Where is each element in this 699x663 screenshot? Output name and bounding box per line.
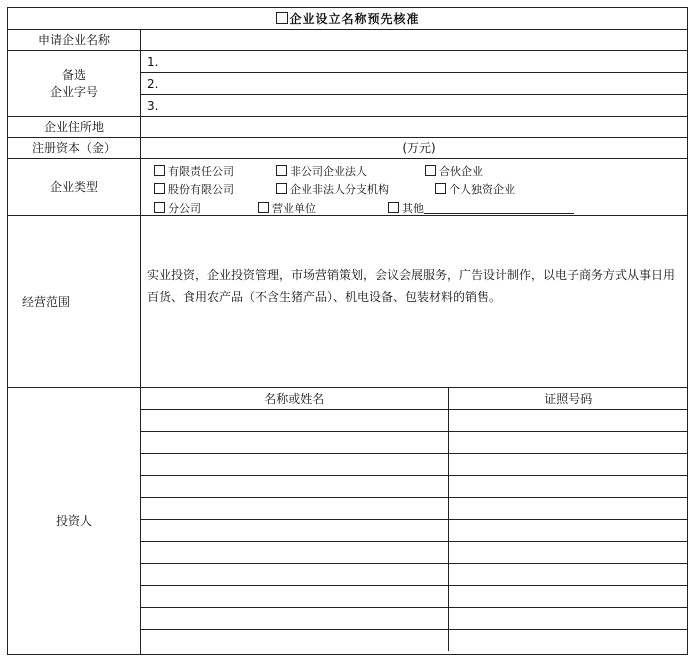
alt-names-label-line2: 企业字号 (49, 84, 98, 99)
type-option-label: 合伙企业 (439, 165, 483, 178)
investor-name-cell[interactable] (141, 520, 448, 542)
type-option-branch-non-legal[interactable] (276, 183, 389, 195)
investor-id-cell[interactable] (448, 542, 688, 564)
investor-id-cell[interactable] (448, 498, 688, 520)
investor-name-cell[interactable] (141, 432, 448, 454)
investor-id-cell[interactable] (448, 630, 688, 652)
form-title-text: 企业设立名称预先核准 (289, 12, 420, 26)
checkbox[interactable] (425, 165, 436, 176)
capital-unit: (万元) (402, 141, 436, 155)
investor-id-cell[interactable] (448, 586, 688, 608)
investor-id-cell[interactable] (448, 410, 688, 432)
type-option-label: 营业单位 (272, 202, 316, 215)
investor-id-cell[interactable] (448, 564, 688, 586)
investor-header-id: 证照号码 (448, 388, 688, 410)
capital-field[interactable] (141, 138, 688, 159)
investor-name-cell[interactable] (141, 410, 448, 432)
type-option-partnership[interactable] (425, 165, 483, 177)
investor-cell (141, 388, 688, 655)
type-option-branch-company[interactable] (154, 202, 201, 214)
type-option-label: 股份有限公司 (168, 183, 234, 196)
alt-name-field-1[interactable]: 1. (141, 51, 688, 73)
investor-label: 投资人 (8, 388, 141, 655)
investor-id-cell[interactable] (448, 520, 688, 542)
type-option-label: 非公司企业法人 (290, 165, 367, 178)
company-type-options (141, 159, 688, 216)
other-blank-line[interactable] (424, 203, 574, 214)
checkbox[interactable] (154, 183, 165, 194)
checkbox[interactable] (388, 202, 399, 213)
type-option-label: 有限责任公司 (168, 165, 234, 178)
type-label: 企业类型 (8, 159, 141, 216)
investor-name-cell[interactable] (141, 476, 448, 498)
name-approval-form (7, 7, 687, 657)
investor-id-cell[interactable] (448, 608, 688, 630)
alt-name-field-2[interactable]: 2. (141, 73, 688, 95)
address-field[interactable] (141, 117, 688, 138)
checkbox[interactable] (154, 165, 165, 176)
applicant-name-field[interactable] (141, 30, 688, 51)
capital-label: 注册资本（金） (8, 138, 141, 159)
scope-label (8, 216, 141, 388)
type-option-business-unit[interactable] (258, 202, 316, 214)
checkbox[interactable] (435, 183, 446, 194)
alt-name-field-3[interactable]: 3. (141, 95, 688, 117)
applicant-name-label: 申请企业名称 (8, 30, 141, 51)
investor-name-cell[interactable] (141, 630, 448, 652)
title-checkbox[interactable] (276, 12, 288, 24)
investor-name-cell[interactable] (141, 454, 448, 476)
form-table (7, 7, 688, 655)
type-option-non-company-legal-person[interactable] (276, 165, 367, 177)
investor-name-cell[interactable] (141, 608, 448, 630)
business-scope-content: 实业投资，企业投资管理，市场营销策划，会议会展服务，广告设计制作，以电子商务方式从事日用百货、食用农产品（不含生猪产品）、机电设备、包装材料的销售。 (147, 267, 676, 304)
type-option-label: 其他 (402, 202, 424, 215)
type-option-sole-proprietorship[interactable] (435, 183, 515, 195)
investor-id-cell[interactable] (448, 454, 688, 476)
checkbox[interactable] (154, 202, 165, 213)
alt-names-label-line1: 备选 (61, 67, 86, 82)
type-option-limited-liability[interactable] (154, 165, 234, 177)
investor-id-cell[interactable] (448, 476, 688, 498)
alt-names-label (8, 51, 141, 117)
investor-name-cell[interactable] (141, 542, 448, 564)
investor-name-cell[interactable] (141, 564, 448, 586)
checkbox[interactable] (276, 183, 287, 194)
investor-name-cell[interactable] (141, 498, 448, 520)
form-title (8, 8, 688, 30)
type-option-joint-stock[interactable] (154, 183, 234, 195)
investor-id-cell[interactable] (448, 432, 688, 454)
business-scope-text[interactable] (141, 216, 688, 388)
type-option-other[interactable] (388, 202, 574, 214)
type-option-label: 分公司 (168, 202, 201, 215)
investor-table (141, 388, 688, 651)
address-label: 企业住所地 (8, 117, 141, 138)
checkbox[interactable] (276, 165, 287, 176)
type-option-label: 个人独资企业 (449, 183, 515, 196)
investor-name-cell[interactable] (141, 586, 448, 608)
investor-header-name: 名称或姓名 (141, 388, 448, 410)
checkbox[interactable] (258, 202, 269, 213)
scope-label-text: 经营范围 (22, 294, 71, 309)
type-option-label: 企业非法人分支机构 (290, 183, 389, 196)
